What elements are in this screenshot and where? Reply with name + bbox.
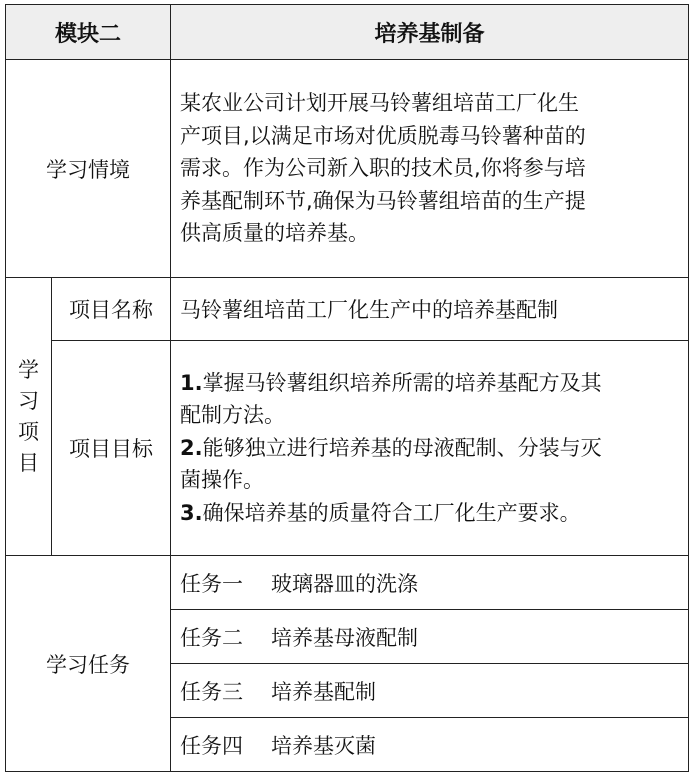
task-number: 任务二 [180,625,244,650]
task-name: 培养基母液配制 [271,625,419,650]
header-row [6,5,689,60]
task-name: 培养基配制 [271,679,377,704]
goal-2-line [180,432,682,465]
goal-text: 确保培养基的质量符合工厂化生产要求。 [202,500,581,525]
goal-3-line [180,497,682,530]
project-label-char: 学 [18,357,39,382]
project-goals [171,341,689,556]
module-title: 培养基制备 [171,5,689,60]
module-table [5,4,689,772]
project-goal-label: 项目目标 [52,341,171,556]
task-item [171,718,689,772]
project-name-value: 马铃薯组培苗工厂化生产中的培养基配制 [171,278,689,341]
situation-line: 需求。作为公司新入职的技术员,你将参与培 [180,156,586,181]
goal-1-line: 配制方法。 [180,403,286,428]
task-item [171,556,689,610]
task-item [171,610,689,664]
situation-line: 养基配制环节,确保为马铃薯组培苗的生产提 [180,188,586,213]
situation-line: 产项目,以满足市场对优质脱毒马铃薯种苗的 [180,123,586,148]
tasks-label: 学习任务 [6,556,171,772]
project-goal-row [6,341,689,556]
project-name-row [6,278,689,341]
project-label [6,278,52,556]
goal-1-line [180,367,682,400]
task-name: 玻璃器皿的洗涤 [271,571,419,596]
situation-line: 供高质量的培养基。 [180,221,370,246]
task-number: 任务一 [180,571,244,596]
goal-2-line: 菌操作。 [180,468,265,493]
task-item [171,664,689,718]
situation-text [171,60,689,278]
project-label-char: 目 [18,450,39,475]
task-row [6,556,689,610]
situation-row [6,60,689,278]
situation-line: 某农业公司计划开展马铃薯组培苗工厂化生 [180,91,580,116]
goal-number: 1. [180,370,203,395]
goal-number: 3. [180,500,203,525]
situation-label: 学习情境 [6,60,171,278]
goal-number: 2. [180,435,203,460]
project-name-label: 项目名称 [52,278,171,341]
goal-text: 掌握马铃薯组织培养所需的培养基配方及其 [202,370,602,395]
goal-text: 能够独立进行培养基的母液配制、分装与灭 [202,435,602,460]
task-number: 任务四 [180,733,244,758]
task-number: 任务三 [180,679,244,704]
project-label-char: 习 [18,388,39,413]
module-number: 模块二 [6,5,171,60]
task-name: 培养基灭菌 [271,733,377,758]
project-label-char: 项 [18,419,39,444]
